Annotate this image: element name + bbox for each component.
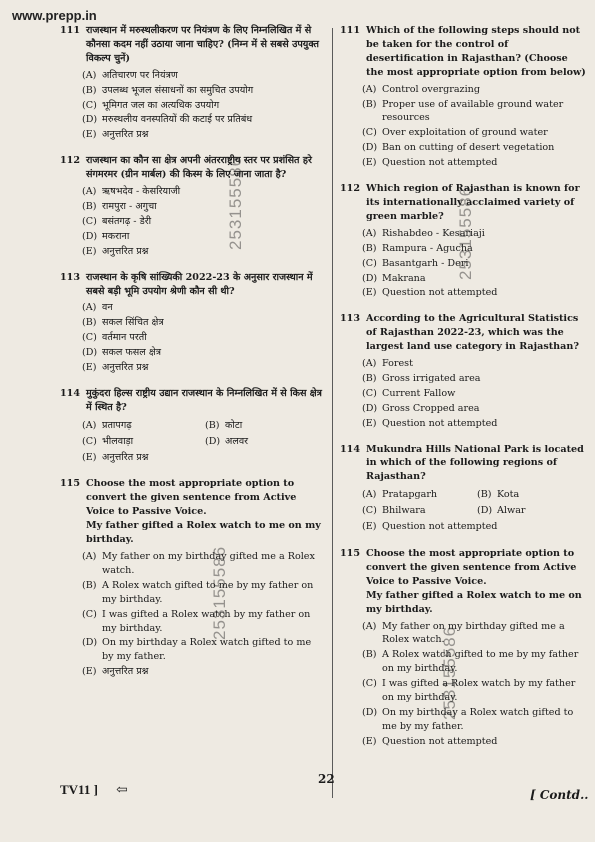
option-text: Question not attempted: [382, 287, 498, 299]
option-item: [82, 200, 322, 214]
question-head: [60, 387, 322, 415]
question-text: Mukundra Hills National Park is located in which of the following regions of Rajasthan?: [366, 443, 584, 483]
options-list: [60, 550, 322, 679]
option-label: (B): [82, 200, 97, 212]
option-text: अनुत्तरित प्रश्न: [102, 666, 149, 678]
option-text: बसंतगढ़ - डेरी: [102, 215, 152, 227]
option-label: (D): [82, 637, 98, 649]
question-text: Choose the most appropriate option to convert the given sentence from Active Voice to Passive Voice.: [366, 548, 577, 587]
question-head: [340, 443, 586, 485]
question-number: 114: [60, 387, 81, 399]
option-text: Proper use of available ground water resources: [382, 98, 564, 124]
option-label: (D): [362, 706, 378, 718]
options-list: [60, 69, 322, 143]
option-label: (D): [82, 230, 98, 242]
question-head: [340, 312, 586, 354]
question-head: [60, 271, 322, 299]
question-number: 113: [60, 271, 81, 283]
option-label: (B): [362, 242, 377, 254]
option-text: Question not attempted: [382, 521, 498, 533]
question-number: 113: [340, 313, 361, 325]
option-item: [477, 488, 586, 502]
option-item: [82, 245, 322, 259]
option-text: Over exploitation of ground water: [382, 127, 548, 139]
options-list: [340, 357, 586, 431]
option-label: (B): [477, 489, 492, 501]
stamp-number-right-1: 253155586: [456, 185, 475, 280]
option-item: [82, 331, 322, 345]
question-sentence: My father gifted a Rolex watch to me on my birthday.: [366, 589, 582, 615]
option-label: (D): [82, 114, 98, 126]
option-label: (C): [362, 387, 377, 399]
option-item: [82, 579, 322, 607]
option-text: A Rolex watch gifted to me by my father on my birthday.: [382, 649, 579, 675]
option-text: वर्तमान परती: [102, 332, 147, 344]
question-111: [340, 24, 586, 170]
question-number: 114: [340, 443, 361, 455]
option-text: मरुस्थलीय वनस्पतियों की कटाई पर प्रतिबंध: [102, 114, 253, 126]
question-114: [340, 443, 586, 535]
option-text: A Rolex watch gifted to me by my father on my birthday.: [102, 579, 314, 605]
option-item: [82, 215, 322, 229]
option-item: [362, 402, 586, 416]
option-label: (C): [82, 435, 97, 447]
option-label: (A): [82, 551, 97, 562]
question-112: [60, 154, 322, 258]
site-watermark: www.prepp.in: [12, 8, 97, 23]
option-label: (D): [362, 402, 378, 414]
question-113: [60, 271, 322, 375]
option-item: [82, 185, 322, 199]
question-text: According to the Agricultural Statistics of Rajasthan 2022-23, which was the largest land use category in Rajasthan?: [366, 313, 579, 353]
option-item: [82, 608, 322, 636]
option-label: (A): [362, 489, 377, 501]
option-label: (A): [82, 186, 97, 198]
option-label: (B): [82, 579, 97, 591]
hindi-column: [60, 24, 322, 691]
option-text: Bhilwara: [382, 505, 426, 517]
options-list: [340, 620, 586, 749]
option-label: (A): [362, 83, 377, 95]
option-text: कोटा: [225, 419, 243, 431]
option-text: Rishabdeo - Kesariaji: [382, 227, 485, 239]
question-number: 115: [60, 478, 81, 490]
option-label: (D): [362, 272, 378, 284]
question-head: [60, 477, 322, 519]
option-label: (E): [362, 157, 377, 169]
option-item: [362, 372, 586, 386]
english-column: [340, 24, 586, 761]
options-list: [60, 185, 322, 259]
option-text: Question not attempted: [382, 417, 498, 429]
option-text: अनुत्तरित प्रश्न: [102, 362, 149, 374]
option-text: Forest: [382, 358, 413, 370]
back-arrow-icon: ⇦: [116, 782, 128, 798]
option-item: [362, 648, 586, 676]
question-text: Choose the most appropriate option to convert the given sentence from Active Voice to Passive Voice.: [86, 478, 297, 518]
option-item: [362, 83, 586, 97]
option-text: रामपुरा - अगुचा: [102, 200, 157, 212]
option-label: (C): [362, 257, 377, 269]
option-text: Gross Cropped area: [382, 402, 480, 414]
option-item: [362, 677, 586, 705]
option-text: भूमिगत जल का अत्यधिक उपयोग: [102, 99, 220, 111]
option-label: (C): [362, 505, 377, 517]
question-head: [60, 154, 322, 182]
option-item: [82, 361, 322, 375]
option-item: [82, 301, 322, 315]
option-label: (A): [362, 358, 377, 370]
option-label: (E): [362, 521, 377, 533]
option-label: (B): [82, 84, 97, 96]
question-text: Which of the following steps should not be taken for the control of desertification in Rajasthan? (Choose the most appropriate option from below): [366, 25, 586, 78]
option-item: [362, 141, 586, 155]
option-label: (E): [82, 666, 97, 678]
option-item: [205, 435, 322, 449]
option-item: [362, 126, 586, 140]
option-item: [362, 504, 471, 518]
option-item: [82, 435, 199, 449]
option-text: Kota: [497, 489, 520, 501]
option-item: [362, 488, 471, 502]
continued-label: [ Contd..: [530, 788, 589, 802]
option-item: [362, 156, 586, 170]
question-115: [60, 477, 322, 679]
option-item: [82, 451, 322, 465]
question-111: [60, 24, 322, 142]
option-text: अलवर: [225, 435, 249, 447]
question-115: [340, 547, 586, 749]
option-label: (E): [82, 451, 97, 463]
option-label: (B): [362, 649, 377, 661]
option-text: प्रतापगढ़: [102, 419, 132, 431]
option-item: [477, 504, 586, 518]
option-label: (C): [362, 678, 377, 690]
option-text: On my birthday a Rolex watch gifted to me by my father.: [102, 637, 312, 663]
option-text: Ban on cutting of desert vegetation: [382, 142, 555, 154]
option-text: On my birthday a Rolex watch gifted to me by my father.: [382, 706, 574, 732]
question-text: राजस्थान का कौन सा क्षेत्र अपनी अंतरराष्ट्रीय स्तर पर प्रशंसित हरे संगमरमर (ग्रीन मार्बल) की किस्म के लिए जाना जाता है?: [86, 155, 312, 181]
question-head: [340, 24, 586, 80]
option-label: (B): [362, 98, 377, 110]
option-item: [82, 346, 322, 360]
option-item: [82, 128, 322, 142]
option-text: उपलब्ध भूजल संसाधनों का समुचित उपयोग: [102, 84, 254, 96]
booklet-code: TV11 ]: [60, 782, 98, 797]
option-label: (E): [362, 735, 377, 747]
option-text: I was gifted a Rolex watch by my father on my birthday.: [102, 608, 311, 634]
option-item: [362, 520, 586, 534]
option-item: [82, 69, 322, 83]
stamp-number-left-2: 253155586: [210, 545, 229, 640]
option-text: Current Fallow: [382, 387, 456, 399]
option-item: [82, 84, 322, 98]
option-label: (C): [82, 332, 97, 344]
option-label: (A): [362, 620, 377, 632]
question-text: राजस्थान के कृषि सांख्यिकी 2022-23 के अनुसार राजस्थान में सबसे बड़ी भूमि उपयोग श्रेणी कौन सी थी?: [86, 271, 313, 297]
option-label: (D): [82, 347, 98, 359]
option-item: [362, 706, 586, 734]
option-label: (A): [82, 302, 97, 314]
option-label: (C): [82, 99, 97, 111]
option-item: [362, 620, 586, 648]
option-item: [362, 357, 586, 371]
question-114: [60, 387, 322, 466]
option-label: (B): [205, 419, 220, 431]
option-label: (C): [82, 608, 97, 620]
option-item: [82, 636, 322, 664]
question-number: 115: [340, 548, 361, 559]
option-label: (D): [477, 505, 493, 517]
option-label: (B): [362, 372, 377, 384]
option-item: [205, 419, 322, 433]
stamp-number-left-1: 253155586: [226, 155, 245, 250]
option-item: [82, 419, 199, 433]
option-text: सकल सिंचित क्षेत्र: [102, 317, 164, 329]
option-label: (A): [82, 69, 97, 81]
option-label: (E): [82, 245, 97, 257]
option-label: (C): [362, 127, 377, 139]
option-item: [82, 316, 322, 330]
option-text: My father on my birthday gifted me a Rolex watch.: [382, 620, 565, 646]
option-label: (D): [362, 142, 378, 154]
option-item: [82, 230, 322, 244]
option-label: (C): [82, 215, 97, 227]
option-text: Question not attempted: [382, 735, 498, 747]
question-number: 111: [60, 25, 81, 36]
question-text: Which region of Rajasthan is known for its internationally acclaimed variety of green marble?: [366, 183, 580, 222]
option-item: [362, 98, 586, 126]
option-label: (E): [82, 129, 97, 141]
option-item: [362, 417, 586, 431]
option-label: (A): [362, 227, 377, 239]
option-text: Makrana: [382, 272, 426, 284]
option-text: Rampura - Agucha: [382, 242, 473, 254]
option-text: Pratapgarh: [382, 489, 438, 501]
option-item: [82, 665, 322, 679]
question-text: मुकुंदरा हिल्स राष्ट्रीय उद्यान राजस्थान के निम्नलिखित में से किस क्षेत्र में स्थित है?: [86, 387, 322, 413]
question-number: 112: [60, 155, 81, 167]
option-text: I was gifted a Rolex watch by my father on my birthday.: [382, 678, 576, 704]
option-text: Question not attempted: [382, 157, 498, 169]
option-text: मकराना: [102, 230, 130, 242]
option-label: (E): [362, 287, 377, 299]
option-item: [82, 113, 322, 127]
option-text: वन: [102, 302, 113, 314]
options-list: [340, 487, 586, 535]
option-label: (E): [362, 417, 377, 429]
question-number: 111: [340, 25, 361, 36]
option-label: (B): [82, 317, 97, 329]
option-text: Control overgrazing: [382, 83, 480, 95]
option-label: (A): [82, 419, 97, 431]
question-head: [340, 547, 586, 589]
option-text: अनुत्तरित प्रश्न: [102, 129, 149, 141]
option-item: [82, 550, 322, 578]
option-text: सकल फसल क्षेत्र: [102, 347, 162, 359]
option-text: अतिचारण पर नियंत्रण: [102, 69, 178, 81]
option-text: अनुत्तरित प्रश्न: [102, 245, 149, 257]
option-text: Basantgarh - Deri: [382, 257, 469, 269]
option-text: My father on my birthday gifted me a Rolex watch.: [102, 551, 315, 576]
option-text: अनुत्तरित प्रश्न: [102, 451, 149, 463]
stamp-number-right-2: 253155586: [440, 625, 459, 720]
option-text: भीलवाड़ा: [102, 435, 134, 447]
option-text: Alwar: [497, 505, 526, 517]
question-head: [60, 24, 322, 66]
question-text: राजस्थान में मरुस्थलीकरण पर नियंत्रण के लिए निम्नलिखित में से कौनसा कदम नहीं उठाया जाना चाहिए? (निम्न में से सबसे उपयुक्त विकल्प चुनें): [86, 25, 319, 64]
option-item: [82, 99, 322, 113]
option-label: (E): [82, 362, 97, 374]
option-item: [362, 387, 586, 401]
option-item: [362, 735, 586, 749]
option-item: [362, 286, 586, 300]
question-113: [340, 312, 586, 430]
column-divider: [332, 28, 333, 798]
options-list: [60, 418, 322, 466]
page-number: 22: [318, 772, 335, 786]
question-sentence: My father gifted a Rolex watch to me on my birthday.: [86, 520, 321, 546]
question-number: 112: [340, 183, 361, 195]
options-list: [340, 83, 586, 170]
option-label: (D): [205, 435, 221, 447]
options-list: [60, 301, 322, 375]
option-text: Gross irrigated area: [382, 372, 481, 384]
option-text: ऋषभदेव - केसरियाजी: [102, 186, 181, 198]
